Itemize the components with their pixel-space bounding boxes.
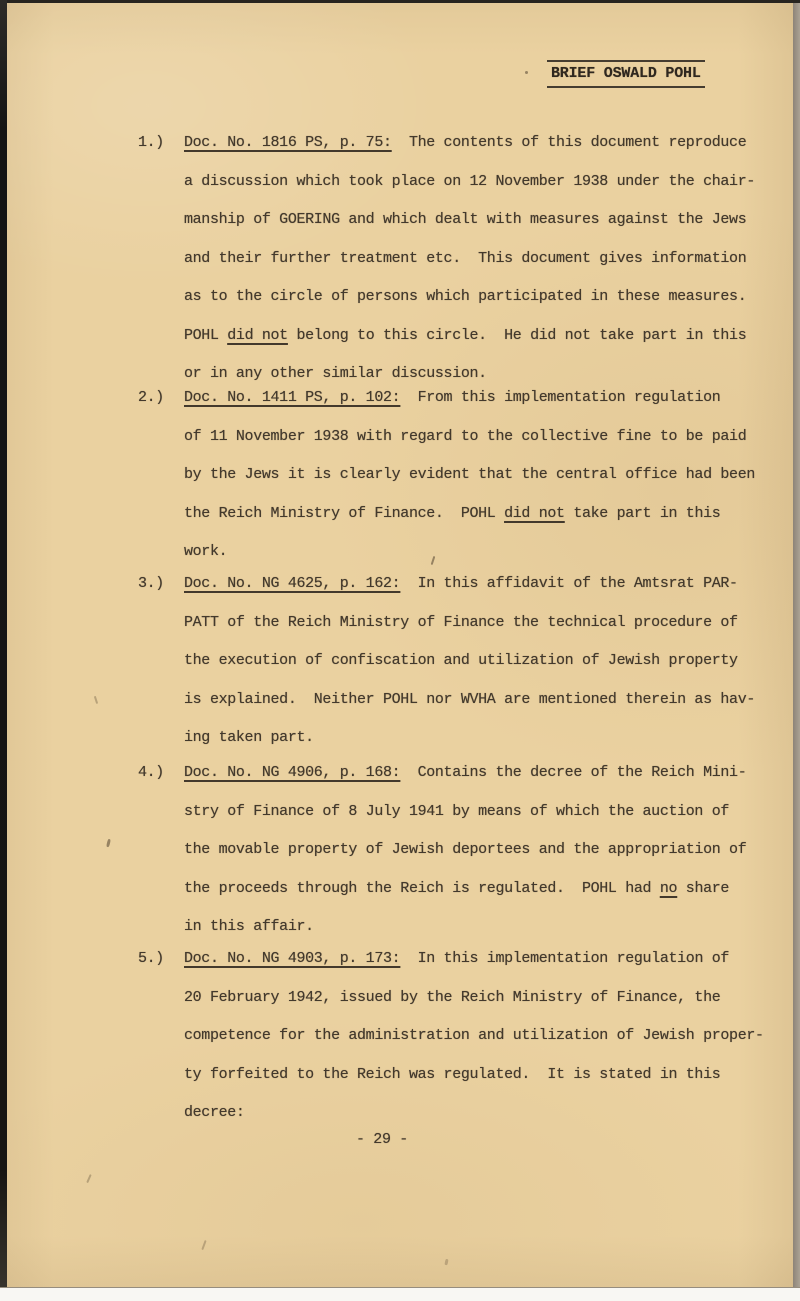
item-text — [184, 949, 784, 1142]
text-line: or in any other similar discussion. — [184, 365, 487, 382]
item-text — [184, 388, 784, 581]
stray-mark — [106, 839, 110, 847]
text-line: as to the circle of persons which participated in these measures. — [184, 288, 747, 305]
text-line: the movable property of Jewish deportees and the appropriation of — [184, 841, 747, 858]
underlined-text: Doc. No. NG 4903, p. 173: — [184, 950, 401, 967]
underlined-text: Doc. No. 1411 PS, p. 102: — [184, 389, 401, 406]
text-line: stry of Finance of 8 July 1941 by means of which the auction of — [184, 802, 730, 820]
item-number: 5.) — [138, 950, 164, 967]
text-line: the execution of confiscation and utilization of Jewish property — [184, 652, 738, 669]
text-line: manship of GOERING and which dealt with measures against the Jews — [184, 211, 747, 228]
underlined-text: no — [659, 879, 678, 897]
item-text — [184, 574, 784, 767]
text-line: of 11 November 1938 with regard to the collective fine to be paid — [184, 427, 747, 445]
item-text — [184, 133, 784, 403]
text-line: Doc. No. NG 4625, p. 162: In this affidavit of the Amtsrat PAR- — [184, 575, 738, 592]
text-line: ing taken part. — [184, 729, 314, 746]
underlined-text: did not — [504, 504, 565, 522]
page-number: - 29 - — [356, 1131, 408, 1148]
stray-mark — [201, 1240, 206, 1250]
text-line: in this affair. — [184, 918, 314, 935]
text-line: a discussion which took place on 12 November 1938 under the chair- — [184, 172, 755, 190]
text-line: is explained. Neither POHL nor WVHA are mentioned therein as hav- — [184, 690, 755, 708]
text-line: by the Jews it is clearly evident that the central office had been — [184, 466, 755, 483]
stray-mark — [525, 71, 528, 74]
stray-mark — [86, 1174, 91, 1183]
item-number: 4.) — [138, 764, 164, 781]
stray-mark — [94, 696, 98, 704]
text-line: Doc. No. NG 4906, p. 168: Contains the decree of the Reich Mini- — [184, 764, 747, 781]
document-header-title: BRIEF OSWALD POHL — [547, 60, 705, 88]
text-line: the Reich Ministry of Finance. POHL did not take part in this — [184, 504, 721, 522]
text-line: 20 February 1942, issued by the Reich Ministry of Finance, the — [184, 988, 721, 1006]
text-line: and their further treatment etc. This document gives information — [184, 249, 747, 267]
text-line: work. — [184, 543, 228, 560]
item-number: 2.) — [138, 389, 164, 406]
underlined-text: Doc. No. NG 4625, p. 162: — [184, 575, 401, 592]
text-line: Doc. No. 1816 PS, p. 75: The contents of this document reproduce — [184, 134, 747, 151]
text-line: the proceeds through the Reich is regulated. POHL had no share — [184, 879, 730, 897]
text-line: ty forfeited to the Reich was regulated. It is stated in this — [184, 1065, 721, 1083]
underlined-text: Doc. No. 1816 PS, p. 75: — [184, 134, 392, 151]
item-number: 1.) — [138, 134, 164, 151]
item-number: 3.) — [138, 575, 164, 592]
text-line: decree: — [184, 1104, 245, 1121]
underlined-text: Doc. No. NG 4906, p. 168: — [184, 764, 401, 781]
text-line: PATT of the Reich Ministry of Finance the technical procedure of — [184, 613, 738, 631]
text-line: POHL did not belong to this circle. He did not take part in this — [184, 326, 747, 344]
item-text — [184, 763, 784, 956]
underlined-text: did not — [227, 326, 288, 344]
text-line: Doc. No. 1411 PS, p. 102: From this implementation regulation — [184, 389, 721, 406]
text-line: competence for the administration and utilization of Jewish proper- — [184, 1027, 764, 1044]
text-line: Doc. No. NG 4903, p. 173: In this implementation regulation of — [184, 950, 730, 967]
stray-mark — [444, 1259, 448, 1265]
